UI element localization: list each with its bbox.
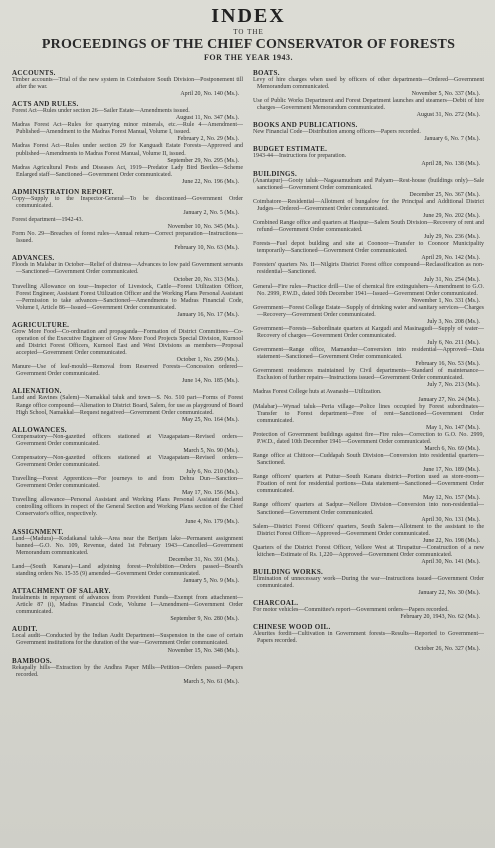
entry-reference: February 10, No. 63 (Ms.). bbox=[174, 245, 239, 252]
entry-reference: May 25, No. 164 (Ms.). bbox=[182, 416, 239, 423]
index-entry: Madras Forest Act—Rules for quarrying minor minerals, etc.—Rule 4—Amendment—Published—Amendment to the Madras Forest Manual, Volume I, issued. bbox=[12, 122, 243, 136]
index-entry: Rekapally hills—Extraction by the Andhra Paper Mills—Petition—Orders passed—Papers recorded. bbox=[12, 664, 243, 678]
entry-reference: November 15, No. 348 (Ms.). bbox=[167, 647, 239, 654]
index-entry: Instalments in repayment of advances from Provident Funds—Exempt from attachment—Article 87 (i), Madras Financial Code, Volume I—Amendment—Government Order communicated. bbox=[12, 595, 243, 616]
entry-reference: April 28, No. 138 (Ms.). bbox=[421, 160, 480, 167]
section-heading: BUILDING WORKS. bbox=[253, 568, 324, 577]
page-title: INDEX bbox=[211, 5, 286, 27]
index-entry: Grow More Food—Co-ordination and propaganda—Formation of District Committees—Co-operation of the Executive Engineer of Grow More Food Projects Special Division, Kurnool and District Forest Officers, Kurnool East and West Divisions as members—Proposal accepted—Government Order communicated. bbox=[12, 328, 243, 357]
entry-reference: July 31, No. 254 (Ms.). bbox=[423, 276, 480, 283]
index-entry: Compensatory—Non-gazetted officers stationed at Vizagapatam—Revised orders—Government Order communicated. bbox=[12, 433, 243, 447]
index-entry: Range officers' quarters at Sadpur—Nellore Division—Conversion into non-residential—Sanctioned—Government Order communicated. bbox=[253, 502, 484, 516]
index-entry: Combined Range office and quarters at Hasipur—Salem South Division—Recovery of rent and refund—Government Order communicated. bbox=[253, 219, 484, 234]
index-entry: Levy of hire charges when used by officers of other departments—Ordered—Government Memorandum communicated. bbox=[253, 77, 484, 91]
section-heading: ATTACHMENT OF SALARY. bbox=[12, 587, 111, 596]
index-entry: (Anantapur)—Gooty taluk—Nagasamudram and Palyam—Rest-house (buildings only)—Sale sanctioned—Government Order communicated. bbox=[253, 177, 484, 191]
index-entry: Government—Forests—Subordinate quarters at Kargudi and Masinagudi—Supply of water—Recovery of charges—Government Order communicated. bbox=[253, 325, 484, 339]
entry-reference: March 6, No. 69 (Ms.). bbox=[424, 446, 480, 452]
entry-reference: February 2, No. 29 (Ms.). bbox=[177, 136, 239, 143]
index-entry: Salem—District Forest Officers' quarters, South Salem—Allotment to the assistant to the District Forest Officer—Approved—Government Order communicated. bbox=[253, 523, 484, 537]
index-entry: Local audit—Conducted by the Indian Audit Department—Suspension in the case of certain Government institutions for the duration of the war—Government Order communicated. bbox=[12, 633, 243, 647]
index-entry: Range office at Chittoor—Cuddapah South Division—Conversion into residential quarters—Sanctioned. bbox=[253, 453, 484, 467]
section-heading: ALIENATION. bbox=[12, 387, 62, 396]
entry-reference: December 25, No. 367 (Ms.). bbox=[409, 191, 480, 198]
index-entry: Land—(Madura)—Kodaikanal taluk—Area near the Berijam lake—Permanent assignment banned—G.O. No. 109, Revenue, dated 1st February 1943—Cancelled—Government Memorandum communicated. bbox=[12, 535, 243, 556]
entry-reference: August 11, No. 347 (Ms.). bbox=[175, 115, 239, 122]
index-entry: Forests—Fuel depot building and site at Coonoor—Transfer to Coonoor Municipality temporarily—Sanctioned—Government Order communicated. bbox=[253, 241, 484, 255]
index-entry: Compensatory—Non-gazetted officers stationed at Vizagapatam—Revised orders—Government Order communicated. bbox=[12, 454, 243, 468]
entry-reference: May 17, No. 156 (Ms.). bbox=[182, 490, 239, 497]
section-heading: CHINESE WOOD OIL. bbox=[253, 623, 331, 632]
page-subtitle: PROCEEDINGS OF THE CHIEF CONSERVATOR OF FORESTS bbox=[41, 37, 456, 52]
entry-reference: July 3, No. 208 (Ms.). bbox=[426, 318, 480, 325]
index-entry: Use of Public Works Department and Forest Department launches and steamers—Debit of hire charges—Government Memorandum communicated. bbox=[253, 98, 484, 112]
entry-reference: September 29, No. 295 (Ms.). bbox=[167, 157, 239, 164]
index-entry: Copy—Supply to the Inspector-General—To be discontinued—Government Order communicated. bbox=[12, 195, 243, 209]
index-entry: Forest department—1942-43. bbox=[12, 217, 83, 224]
index-entry: Travelling—Forest Apprentices—For journeys to and from Dehra Dun—Sanction—Government Order communicated. bbox=[12, 476, 243, 490]
index-entry: Travelling Allowance on tour—Inspector of Livestock, Cattle—Forest Utilization Officer, Forest Engineer, Assistant Forest Utilization Officer and the Working Plans Personal Assistant—Permission to take advances—Sanctioned—Amendments to Madras Financial Code, Volume I, Article 86—Issued—Government Order communicated. bbox=[12, 283, 243, 311]
entry-reference: October 1, No. 299 (Ms.). bbox=[176, 357, 239, 364]
left-column bbox=[12, 67, 243, 686]
index-columns bbox=[12, 67, 485, 686]
section-heading: ADVANCES. bbox=[12, 254, 55, 263]
entry-reference: November 5, No. 337 (Ms.). bbox=[411, 91, 480, 98]
index-entry: Travelling allowance—Personal Assistant and Working Plans Personal Assistant declared controlling officers in respect of the General Section and Working Plans section of the Chief Conservator's office, respectively. bbox=[12, 497, 243, 518]
entry-reference: January 2, No. 5 (Ms.). bbox=[183, 210, 239, 217]
right-column bbox=[253, 67, 484, 686]
entry-reference: April 20, No. 140 (Ms.). bbox=[180, 91, 239, 98]
index-entry: For motor vehicles—Committee's report—Government orders—Papers recorded. bbox=[253, 607, 449, 614]
index-entry: Aleurites fordii—Cultivation in Government forests—Results—Reported to Government—Papers recorded. bbox=[253, 631, 484, 645]
index-entry: 1943-44—Instructions for preparation. bbox=[253, 153, 347, 160]
index-entry: Protection of Government buildings against fire—Fire rules—Correction to G.O. No. 2999, P.W.D., dated 10th December 1941—Government Order communicated. bbox=[253, 431, 484, 445]
index-entry: (Malabar)—Wynad taluk—Peria village—Police lines occupied by Forest subordinates—Transfer to Forest department—Free of rent—Sanctioned—Government Order communicated. bbox=[253, 403, 484, 424]
entry-reference: April 30, No. 141 (Ms.). bbox=[421, 559, 480, 566]
entry-reference: June 14, No. 185 (Ms.). bbox=[182, 378, 239, 385]
entry-reference: February 16, No. 53 (Ms.). bbox=[415, 361, 480, 368]
index-entry: Madras Forest College huts at Avanashi—Utilization. bbox=[253, 389, 382, 396]
entry-reference: March 5, No. 61 (Ms.). bbox=[183, 678, 239, 685]
index-entry: Government residences maintained by Civil departments—Standard of maintenance—Exclusion of further repairs—Instructions issued—Government Order communicated. bbox=[253, 368, 484, 382]
section-heading: ACTS AND RULES. bbox=[12, 100, 79, 109]
index-entry: Madras Forest Act—Rules under section 29 for Kanguadi Estate Forests—Approved and published—Amendments to Madras Forest Manual, Volume II, issued. bbox=[12, 143, 243, 157]
entry-reference: July 29, No. 236 (Ms.). bbox=[423, 234, 480, 241]
section-heading: ASSIGNMENT. bbox=[12, 527, 64, 536]
entry-reference: April 29, No. 142 (Ms.). bbox=[421, 255, 480, 262]
index-entry: Land—(South Kanara)—Land adjoining forest—Prohibition—Orders passed—Board's standing orders No. 15-35 (9) amended—Government Order communicated. bbox=[12, 563, 243, 577]
entry-reference: November 1, No. 331 (Ms.). bbox=[411, 297, 480, 304]
entry-reference: October 20, No. 313 (Ms.). bbox=[173, 276, 239, 283]
entry-reference: July 7, No. 213 (Ms.). bbox=[426, 382, 480, 389]
index-entry: Manure—Use of leaf-mould—Removal from Reserved Forests—Concession ordered—Government Order communicated. bbox=[12, 364, 243, 378]
page-year: FOR THE YEAR 1943. bbox=[203, 53, 293, 62]
index-entry: Range officers' quarters at Puttur—South Kanara district—Portion used as store-room—Fixation of rent for residential portions—Data statement—Sanctioned—Government Order communicated. bbox=[253, 474, 484, 495]
index-entry: Floods in Malabar in October—Relief of distress—Advances to low paid Government servants—Sanctioned—Government Order communicated. bbox=[12, 262, 243, 276]
section-heading: ALLOWANCES. bbox=[12, 425, 67, 434]
entry-reference: January 27, No. 24 (Ms.). bbox=[418, 396, 480, 403]
section-heading: BUDGET ESTIMATE. bbox=[253, 145, 328, 154]
index-entry: Timber accounts—Trial of the new system in Coimbatore South Division—Postponement till after the war. bbox=[12, 77, 243, 91]
entry-reference: November 10, No. 345 (Ms.). bbox=[167, 224, 239, 231]
entry-reference: September 9, No. 280 (Ms.). bbox=[170, 616, 239, 623]
entry-reference: June 29, No. 202 (Ms.). bbox=[423, 212, 480, 219]
entry-reference: February 20, 1943, No. 62 (Ms.). bbox=[400, 614, 480, 621]
section-heading: AUDIT. bbox=[12, 625, 38, 634]
section-heading: ACCOUNTS. bbox=[12, 69, 56, 77]
entry-reference: January 5, No. 9 (Ms.). bbox=[183, 578, 239, 585]
index-entry: Government—Range office, Mamandur—Conversion into residential—Approved—Data statement—Sanctioned—Government Order communicated. bbox=[253, 347, 484, 361]
entry-reference: June 4, No. 179 (Ms.). bbox=[185, 518, 239, 525]
section-heading: BUILDINGS. bbox=[253, 169, 298, 178]
entry-reference: June 17, No. 189 (Ms.). bbox=[423, 467, 480, 474]
index-entry: Coimbatore—Residential—Allotment of bungalow for the Principal and Additional District Judges—Ordered—Government Order communicated. bbox=[253, 198, 484, 212]
index-entry: Quarters of the District Forest Officer, Vellore West at Tirupattur—Construction of a new kitchen—Estimate of Rs. 1,220—Approved—Government Order communicated. bbox=[253, 544, 484, 558]
index-entry: Madras Agricultural Pests and Diseases Act, 1919—Predator Lady Bird Beetles—Scheme Enlarged staff—Sanctioned—Government Order communicated. bbox=[12, 164, 243, 178]
section-heading: CHARCOAL. bbox=[253, 599, 299, 608]
entry-reference: July 6, No. 211 (Ms.). bbox=[427, 340, 480, 347]
entry-reference: January 6, No. 7 (Ms.). bbox=[424, 136, 480, 143]
entry-reference: January 16, No. 17 (Ms.). bbox=[177, 311, 239, 318]
entry-reference: May 1, No. 147 (Ms.). bbox=[426, 424, 480, 431]
index-entry: New Financial Code—Distribution among officers—Papers recorded. bbox=[253, 129, 421, 136]
entry-reference: June 22, No. 196 (Ms.). bbox=[182, 178, 239, 185]
index-entry: Land and Ravines (Salem)—Namakkal taluk and town—S. No. 510 part—Forms of Forest Range office compound—Alienation to District Board, Salem, for use as playground of Board High School, Namakkal—Request negatived—Government Order communicated. bbox=[12, 395, 243, 416]
section-heading: BAMBOOS. bbox=[12, 656, 52, 665]
entry-reference: October 26, No. 327 (Ms.). bbox=[414, 645, 480, 652]
entry-reference: May 12, No. 157 (Ms.). bbox=[423, 495, 480, 502]
entry-reference: April 30, No. 131 (Ms.). bbox=[421, 516, 480, 523]
index-entry: General—Fire rules—Practice drill—Use of chemical fire extinguishers—Amendment to G.O. No. 2999, P.W.D., dated 10th December 1941—Issued—Government Order communicated. bbox=[253, 283, 484, 297]
entry-reference: July 6, No. 210 (Ms.). bbox=[185, 469, 239, 476]
index-entry: Form No. 29—Breaches of forest rules—Annual return—Correct preparation—Instructions—Issued. bbox=[12, 231, 243, 245]
section-heading: AGRICULTURE. bbox=[12, 320, 70, 329]
section-heading: BOATS. bbox=[253, 69, 280, 77]
section-heading: ADMINISTRATION REPORT. bbox=[12, 187, 114, 196]
section-heading: BOOKS AND PUBLICATIONS. bbox=[253, 121, 358, 130]
entry-reference: December 31, No. 391 (Ms.). bbox=[168, 556, 239, 563]
entry-reference: August 31, No. 272 (Ms.). bbox=[416, 112, 480, 119]
index-entry: Foresters' quarters No. II—Nilgiris District Forest office compound—Reclassification as non-residential—Sanctioned. bbox=[253, 262, 484, 276]
index-entry: Government—Forest College Estate—Supply of drinking water and sanitary services—Charges—Recovery—Government Order communicated. bbox=[253, 304, 484, 318]
entry-reference: January 22, No. 30 (Ms.). bbox=[418, 590, 480, 597]
entry-reference: March 5, No. 90 (Ms.). bbox=[183, 447, 239, 454]
title-connector: TO THE bbox=[233, 28, 264, 36]
index-entry: Elimination of unnecessary work—During the war—Instructions issued—Government Order communicated. bbox=[253, 576, 484, 590]
entry-reference: June 22, No. 198 (Ms.). bbox=[423, 537, 480, 544]
index-entry: Forest Act—Rules under section 26—Sailer Estate—Amendments issued. bbox=[12, 108, 190, 115]
